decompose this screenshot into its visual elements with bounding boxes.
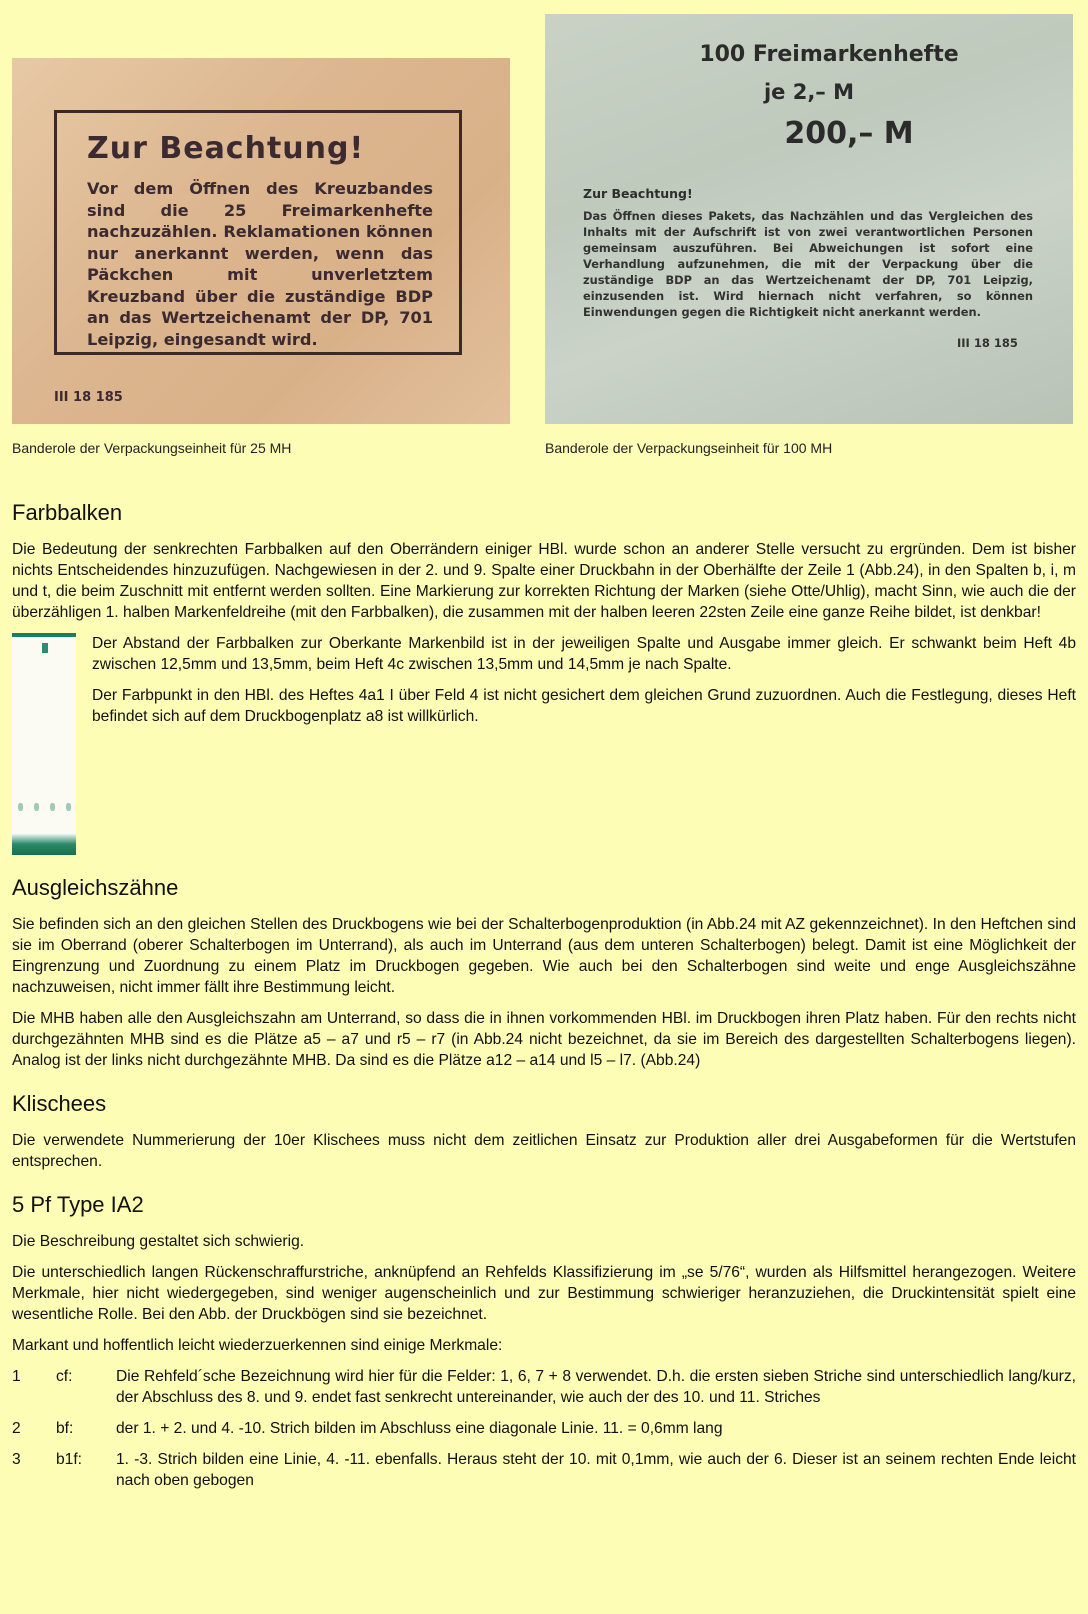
notice-text: Vor dem Öffnen des Kreuzbandes sind die 25 Freimarkenhefte nachzuzählen. Reklamationen können nur anerkannt werden, wenn das Päckchen mit unverletztem Kreuzband über die zuständige BDP an das Wertzeichenamt der DP, 701 Leipzig, eingesandt wird. bbox=[87, 179, 433, 349]
figure-caption-right: Banderole der Verpackungseinheit für 100 MH bbox=[545, 440, 833, 456]
figure-block bbox=[12, 633, 1076, 867]
paragraph: Die unterschiedlich langen Rückenschraffurstriche, anknüpfend an Rehfelds Klassifizierung im „se 5/76“, wurden als Hilfsmittel herangezogen. Weitere Merkmale, hier nicht wiedergegeben, sind weniger augenscheinlich und zur Bestimmung schwieriger heranzuziehen, die Druckintensität spielt eine wesentliche Rolle. Bei den Abb. der Druckbögen sind sie bezeichnet. bbox=[12, 1264, 1076, 1323]
feature-text: Die Rehfeld´sche Bezeichnung wird hier für die Felder: 1, 6, 7 + 8 verwendet. D.h. die ersten sieben Striche sind unterschiedlich lang/kurz, der Abschluss des 8. und 9. endet fast senkrecht untereinander, wie auch der des 10. und 11. Striches bbox=[116, 1368, 1076, 1406]
section-klischees bbox=[12, 1091, 1076, 1172]
figure-caption-left: Banderole der Verpackungseinheit für 25 MH bbox=[12, 440, 292, 456]
notice-box bbox=[54, 110, 462, 355]
section-ausgleichszaehne bbox=[12, 875, 1076, 1071]
section-heading: Ausgleichszähne bbox=[12, 875, 179, 900]
print-code: III 18 185 bbox=[957, 336, 1018, 350]
notice-text: Das Öffnen dieses Pakets, das Nachzählen und das Vergleichen des Inhalts mit der Aufschrift ist von zwei verantwortlichen Personen gemeinsam auszuführen. Bei Abweichungen ist sofort eine Verhandlung aufzunehmen, die mit der Verpackung über die zuständige BDP an das Wertzeichenamt der DP, 701 Leipzig, einzusenden ist. Wird hiernach nicht verfahren, so können Einwendungen gegen die Richtigkeit nicht anerkannt werden. bbox=[583, 209, 1033, 319]
paragraph: Sie befinden sich an den gleichen Stellen des Druckbogens wie bei der Schalterbogenproduktion (in Abb.24 mit AZ gekennzeichnet). In den Heftchen sind sie im Oberrand (oberer Schalterbogen im Unterrand), als auch im Unterrand (aus dem unteren Schalterbogen) belegt. Damit ist eine Möglichkeit der Eingrenzung und Zuordnung zu einem Platz im Druckbogen gegeben. Wie auch bei den Schalterbogen sind weite und enge Ausgleichszähne nachzuweisen, nicht immer fällt ihre Bestimmung leicht. bbox=[12, 916, 1076, 996]
banderole-heading: 100 Freimarkenhefte bbox=[699, 42, 959, 67]
feature-number: 3 bbox=[12, 1451, 21, 1468]
feature-item bbox=[12, 1418, 1076, 1439]
paragraph: Markant und hoffentlich leicht wiederzuerkennen sind einige Merkmale: bbox=[12, 1337, 503, 1354]
section-heading: Klischees bbox=[12, 1091, 107, 1116]
feature-item bbox=[12, 1366, 1076, 1408]
feature-text: 1. -3. Strich bilden eine Linie, 4. -11. ebenfalls. Heraus steht der 10. mit 0,1mm, wie auch der 6. Dieser ist an seinem rechten Ende leicht nach oben gebogen bbox=[116, 1451, 1076, 1489]
paragraph: Die MHB haben alle den Ausgleichszahn am Unterrand, so dass die in ihnen vorkommenden HBl. im Druckbogen ihren Platz haben. Für den rechts nicht durchgezähnten MHB sind es die Plätze a5 – a7 und r5 – r7 (in Abb.24 nicht bezeichnet, da sie im Bereich des dargestellten Schalterbogens liegen). Analog ist der links nicht durchgezähnte MHB. Da sind es die Plätze a12 – a14 und l5 – l7. (Abb.24) bbox=[12, 1010, 1076, 1069]
section-heading: 5 Pf Type IA2 bbox=[12, 1192, 144, 1217]
paragraph: Die Beschreibung gestaltet sich schwierig. bbox=[12, 1233, 305, 1250]
feature-code: cf: bbox=[56, 1368, 73, 1385]
paragraph: Die Bedeutung der senkrechten Farbbalken auf den Oberrändern einiger HBl. wurde schon an anderer Stelle versucht zu ergründen. Dem ist bisher nichts Entscheidendes hinzuzufügen. Nachgewiesen in der 2. und 9. Spalte einer Druckbahn in der Oberhälfte der Zeile 1 (Abb.24), in den Spalten b, i, m und t, die beim Zuschnitt mit entfernt werden sollten. Eine Markierung zur korrekten Richtung der Marken (siehe Otte/Uhlig), macht Sinn, wie auch die der überzähligen 1. halben Markenfeldreihe (mit den Farbbalken), die zusammen mit der halben leeren 22sten Zeile eine ganze Reihe bildet, ist denkbar! bbox=[12, 541, 1076, 621]
notice-title: Zur Beachtung! bbox=[87, 131, 365, 166]
feature-code: bf: bbox=[56, 1420, 74, 1437]
print-code: III 18 185 bbox=[54, 390, 123, 405]
feature-item bbox=[12, 1449, 1076, 1491]
banderole-25-image bbox=[12, 58, 510, 424]
banderole-100-image bbox=[545, 14, 1073, 424]
feature-number: 2 bbox=[12, 1420, 21, 1437]
feature-number: 1 bbox=[12, 1368, 21, 1385]
paragraph: Die verwendete Nummerierung der 10er Klischees muss nicht dem zeitlichen Einsatz zur Produktion aller drei Ausgabeformen für die Wertstufen entsprechen. bbox=[12, 1132, 1076, 1170]
notice-title: Zur Beachtung! bbox=[583, 186, 693, 201]
feature-text: der 1. + 2. und 4. -10. Strich bilden im Abschluss eine diagonale Linie. 11. = 0,6mm lang bbox=[116, 1420, 723, 1437]
paragraph: Der Abstand der Farbbalken zur Oberkante Markenbild ist in der jeweiligen Spalte und Ausgabe immer gleich. Er schwankt beim Heft 4b zwischen 12,5mm und 13,5mm, beim Heft 4c zwischen 13,5mm und 14,5mm je nach Spalte. bbox=[92, 635, 1076, 673]
paragraph: Der Farbpunkt in den HBl. des Heftes 4a1 I über Feld 4 ist nicht gesichert dem gleichen Grund zuzuordnen. Auch die Festlegung, dieses Heft befindet sich auf dem Druckbogenplatz a8 ist willkürlich. bbox=[92, 687, 1076, 725]
color-bar-stamp-strip-image bbox=[12, 633, 76, 855]
feature-code: b1f: bbox=[56, 1451, 83, 1468]
section-farbbalken bbox=[12, 500, 1076, 867]
main-content bbox=[12, 500, 1076, 1511]
banderole-price-each: je 2,– M bbox=[763, 80, 855, 104]
section-heading: Farbbalken bbox=[12, 500, 123, 525]
section-type bbox=[12, 1192, 1076, 1491]
banderole-total: 200,– M bbox=[784, 116, 914, 151]
